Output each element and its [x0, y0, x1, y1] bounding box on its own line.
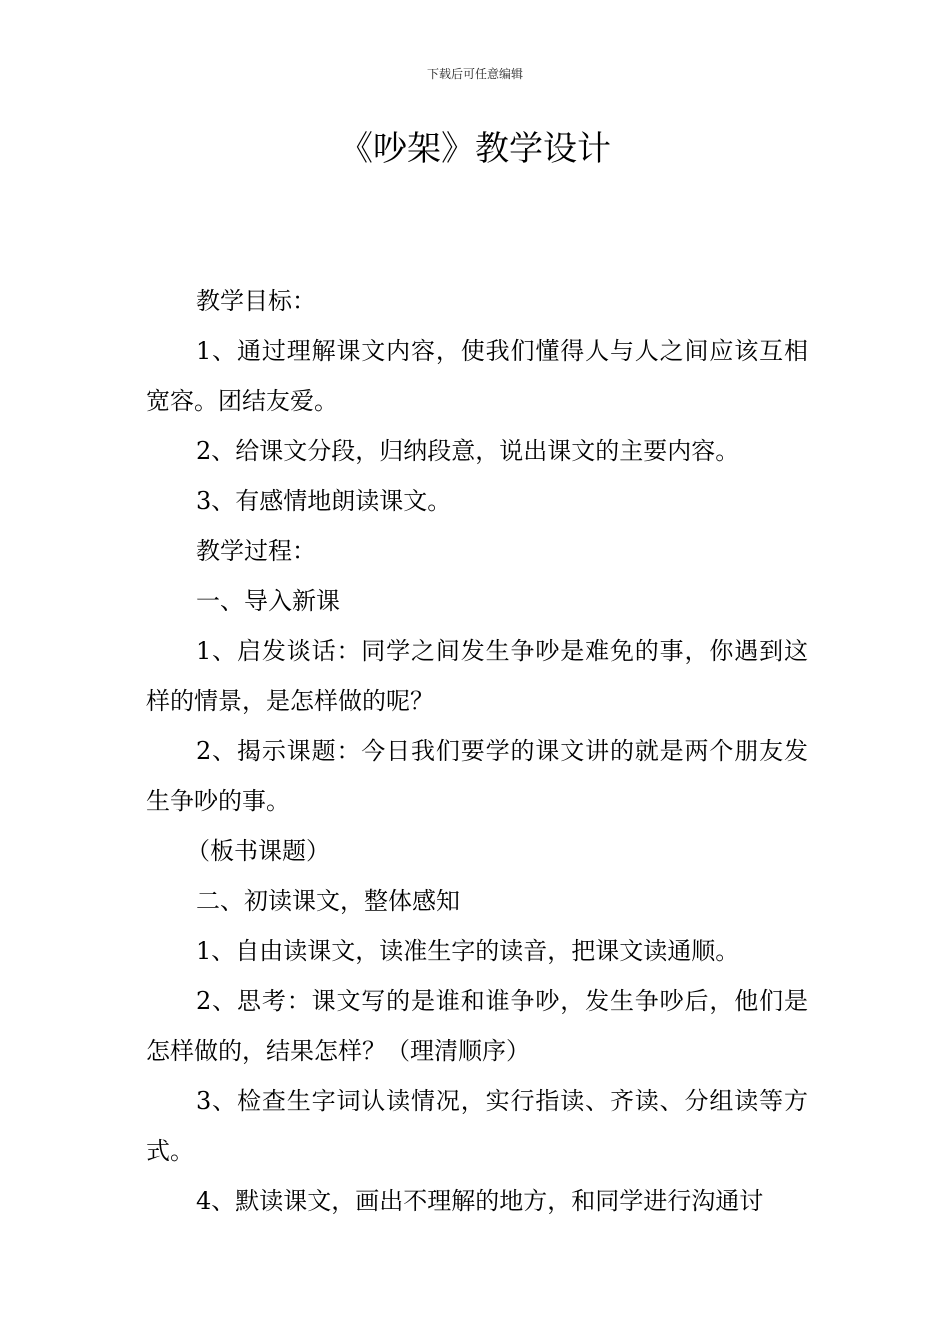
step-item: 1、自由读课文，读准生字的读音，把课文读通顺。 [196, 937, 740, 965]
objective-item: 1、通过理解课文内容，使我们懂得人与人之间应该互相宽容。团结友爱。 [146, 337, 808, 415]
step-item: 4、默读课文，画出不理解的地方，和同学进行沟通讨 [196, 1187, 764, 1215]
step-item: 3、检查生字词认读情况，实行指读、齐读、分组读等方式。 [146, 1087, 808, 1165]
step-heading: 一、导入新课 [196, 587, 340, 615]
board-note: （板书课题） [186, 837, 330, 865]
document-body [146, 276, 808, 1226]
step-heading: 二、初读课文，整体感知 [196, 887, 460, 915]
step-item: 2、揭示课题：今日我们要学的课文讲的就是两个朋友发生争吵的事。 [146, 737, 808, 815]
header-note: 下载后可任意编辑 [426, 67, 523, 81]
document-title: 《吵架》教学设计 [339, 129, 611, 169]
objective-item: 3、有感情地朗读课文。 [196, 487, 452, 515]
step-item: 2、思考：课文写的是谁和谁争吵，发生争吵后，他们是怎样做的，结果怎样？（理清顺序） [146, 987, 808, 1065]
objective-item: 2、给课文分段，归纳段意，说出课文的主要内容。 [196, 437, 740, 465]
step-item: 1、启发谈话：同学之间发生争吵是难免的事，你遇到这样的情景，是怎样做的呢？ [146, 637, 808, 715]
section-heading-process: 教学过程： [196, 537, 316, 565]
section-heading-objectives: 教学目标： [196, 287, 316, 315]
